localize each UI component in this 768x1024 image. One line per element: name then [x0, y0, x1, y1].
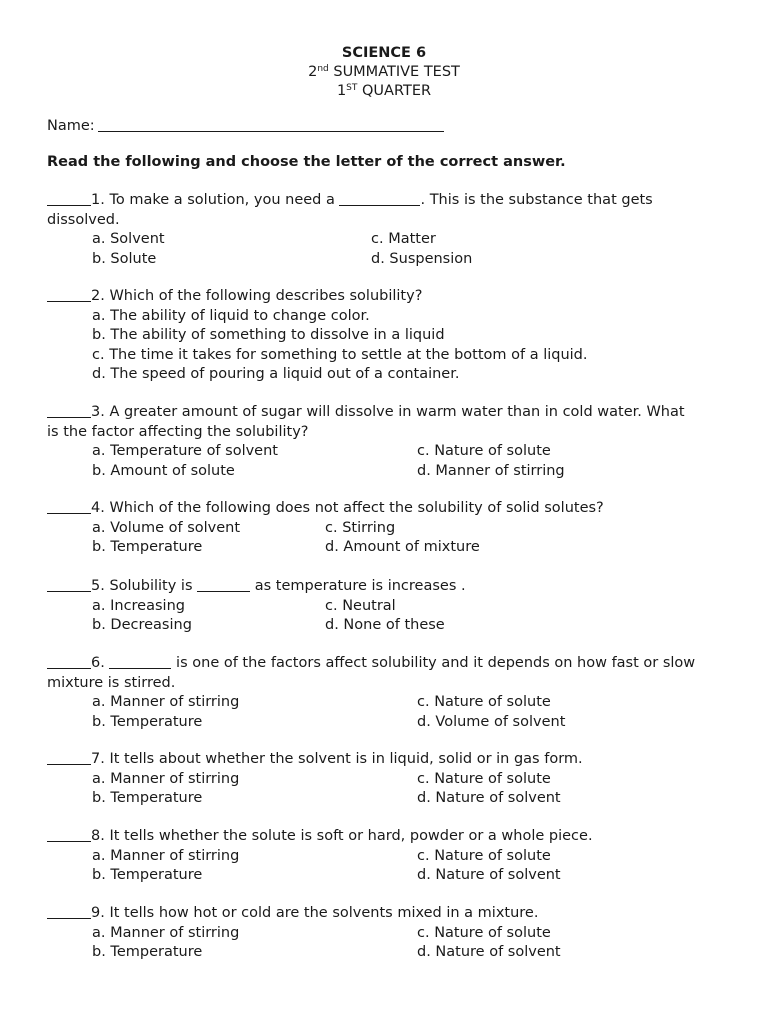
choice-a: a. Volume of solvent: [92, 519, 241, 536]
question-text-line2: is the factor affecting the solubility?: [47, 423, 309, 440]
question-text-line2: dissolved.: [47, 211, 120, 228]
choice-a: a. Solvent: [92, 231, 165, 247]
name-field: [47, 117, 444, 135]
test-subtitle: 2nd SUMMATIVE TEST: [308, 64, 460, 80]
choice-d: d. Manner of stirring: [417, 462, 565, 479]
answer-blank: [47, 827, 91, 842]
choices: [47, 442, 727, 481]
choice-a: a. Manner of stirring: [92, 770, 240, 787]
answer-blank: [47, 577, 91, 592]
question-number: 8.: [91, 828, 105, 844]
answer-blank: [47, 287, 91, 302]
choice-b: b. Solute: [92, 250, 157, 267]
question-number: 2.: [91, 288, 105, 304]
choice-b: b. The ability of something to dissolve in a liquid: [92, 327, 445, 343]
quarter-subtitle: 1ST QUARTER: [336, 83, 432, 99]
choice-a: a. Increasing: [92, 597, 185, 614]
choice-b: b. Temperature: [92, 867, 203, 883]
question-number: 3.: [91, 404, 105, 420]
choices: [47, 847, 727, 886]
question-number: 7.: [91, 751, 105, 767]
choices: [47, 924, 727, 963]
answer-blank: [47, 499, 91, 514]
choice-d: d. Suspension: [371, 250, 473, 267]
choices: [47, 230, 727, 269]
choice-b: b. Temperature: [92, 790, 203, 806]
choice-a: a. The ability of liquid to change color.: [92, 307, 370, 324]
question-9: 9. It tells how hot or cold are the solvents mixed in a mixture. a. Manner of stirring c. Nature of solute b. Temperature d. Nature of solvent: [47, 904, 727, 963]
choices: [47, 519, 727, 558]
choice-c: c. Stirring: [325, 519, 396, 536]
name-label: Name:: [47, 118, 95, 134]
fill-blank: [109, 654, 171, 669]
choice-d: d. Volume of solvent: [417, 713, 566, 730]
choice-a: a. Manner of stirring: [92, 924, 240, 941]
choice-b: b. Amount of solute: [92, 462, 235, 479]
choice-d: d. The speed of pouring a liquid out of a container.: [92, 366, 460, 382]
choice-c: c. Neutral: [325, 597, 396, 614]
question-number: 6.: [91, 655, 105, 671]
answer-blank: [47, 654, 91, 669]
question-8: 8. It tells whether the solute is soft or hard, powder or a whole piece. a. Manner of stirring c. Nature of solute b. Temperature d. Nature of solvent: [47, 827, 727, 886]
instructions: Read the following and choose the letter of the correct answer.: [47, 154, 566, 170]
choice-a: a. Temperature of solvent: [92, 443, 278, 459]
choice-c: c. Nature of solute: [417, 694, 551, 710]
question-number: 9.: [91, 905, 105, 921]
answer-blank: [47, 403, 91, 418]
choices: [47, 693, 727, 732]
choice-d: d. Nature of solvent: [417, 867, 561, 883]
answer-blank: [47, 904, 91, 919]
choice-d: d. Amount of mixture: [325, 539, 480, 555]
choice-c: c. The time it takes for something to settle at the bottom of a liquid.: [92, 346, 588, 363]
choices: [47, 597, 727, 636]
question-4: 4. Which of the following does not affect the solubility of solid solutes? a. Volume of solvent c. Stirring b. Temperature d. Amount of mixture: [47, 499, 727, 558]
choice-a: a. Manner of stirring: [92, 694, 240, 710]
choices: [47, 307, 727, 385]
choice-b: b. Decreasing: [92, 617, 192, 633]
question-1: 1. To make a solution, you need a . This is the substance that gets dissolved. a. Solvent c. Matter b. Solute d. Suspension: [47, 191, 727, 269]
question-number: 1.: [91, 192, 105, 208]
question-5: 5. Solubility is as temperature is increases . a. Increasing c. Neutral b. Decreasing d. None of these: [47, 577, 727, 636]
choice-b: b. Temperature: [92, 539, 203, 555]
name-blank: [98, 117, 444, 132]
answer-blank: [47, 750, 91, 765]
choice-b: b. Temperature: [92, 713, 203, 730]
question-6: 6. is one of the factors affect solubility and it depends on how fast or slow mixture is stirred. a. Manner of stirring c. Nature of solute b. Temperature d. Volume of solvent: [47, 654, 727, 732]
fill-blank: [197, 577, 250, 592]
choice-c: c. Nature of solute: [417, 443, 551, 459]
question-number: 5.: [91, 578, 105, 594]
answer-blank: [47, 191, 91, 206]
question-7: 7. It tells about whether the solvent is in liquid, solid or in gas form. a. Manner of stirring c. Nature of solute b. Temperature d. Nature of solvent: [47, 750, 727, 809]
question-text-line2: mixture is stirred.: [47, 674, 176, 691]
choice-d: d. Nature of solvent: [417, 944, 561, 960]
choice-c: c. Nature of solute: [417, 847, 551, 864]
fill-blank: [339, 191, 420, 206]
question-number: 4.: [91, 500, 105, 516]
choice-c: c. Matter: [371, 231, 436, 247]
question-3: 3. A greater amount of sugar will dissolve in warm water than in cold water. What is the factor affecting the solubility? a. Temperature of solvent c. Nature of solute b. Amount of solute d. Manner of stirring: [47, 403, 727, 481]
choice-d: d. Nature of solvent: [417, 790, 561, 806]
choice-d: d. None of these: [325, 617, 445, 633]
choice-c: c. Nature of solute: [417, 770, 551, 787]
document-title: SCIENCE 6: [341, 45, 427, 61]
question-2: 2. Which of the following describes solubility? a. The ability of liquid to change color. b. The ability of something to dissolve in a liquid c. The time it takes for something to settle at the bottom of a liquid. d. The speed of pouring a liquid out of a container.: [47, 287, 727, 385]
choice-b: b. Temperature: [92, 944, 203, 960]
choices: [47, 770, 727, 809]
choice-a: a. Manner of stirring: [92, 847, 240, 864]
choice-c: c. Nature of solute: [417, 924, 551, 941]
